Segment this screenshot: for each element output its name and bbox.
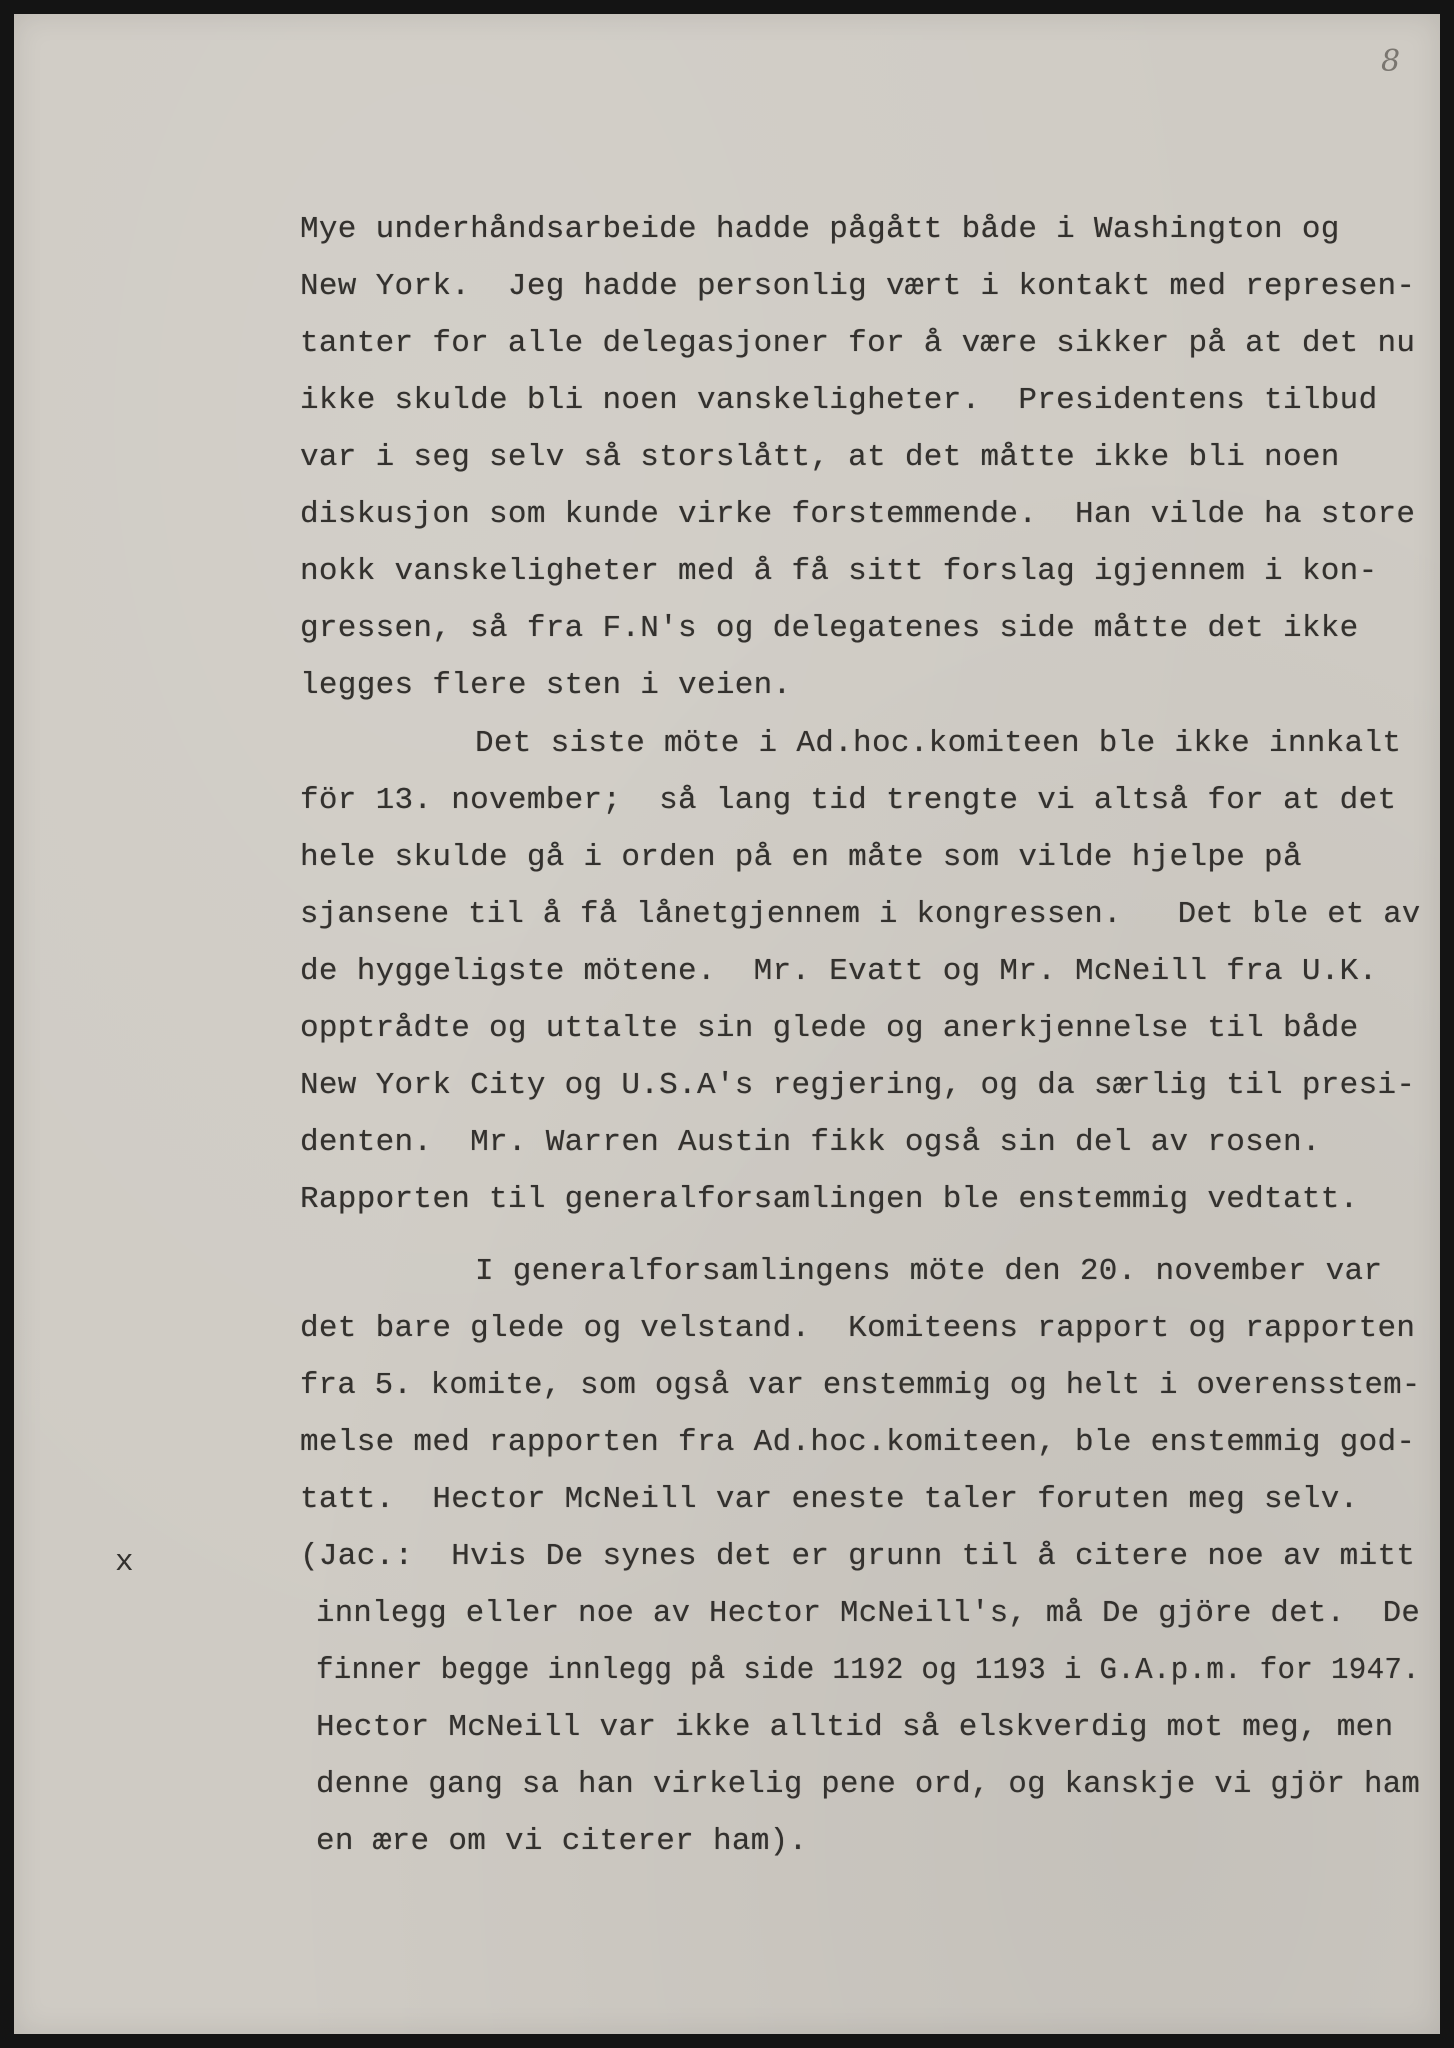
text-line: Mye underhåndsarbeide hadde pågått både i Washington og <box>300 212 1340 247</box>
text-line: gressen, så fra F.N's og delegatenes side måtte det ikke <box>300 611 1359 646</box>
text-line-note: denne gang sa han virkelig pene ord, og kanskje vi gjör ham <box>316 1767 1421 1802</box>
text-line: tanter for alle delegasjoner for å være sikker på at det nu <box>300 326 1416 361</box>
margin-mark: x <box>115 1545 134 1580</box>
page-number: 8 <box>1381 44 1401 79</box>
text-line: sjansene til å få lånetgjennem i kongressen. Det ble et av <box>300 897 1421 932</box>
text-line: nokk vanskeligheter med å få sitt forslag igjennem i kon- <box>300 554 1378 589</box>
text-line: melse med rapporten fra Ad.hoc.komiteen, ble enstemmig god- <box>300 1425 1416 1460</box>
text-line: för 13. november; så lang tid trengte vi altså for at det <box>300 783 1397 818</box>
text-line: hele skulde gå i orden på en måte som vilde hjelpe på <box>300 840 1302 875</box>
text-line: de hyggeligste mötene. Mr. Evatt og Mr. McNeill fra U.K. <box>300 954 1378 989</box>
text-line: var i seg selv så storslått, at det måtte ikke bli noen <box>300 440 1340 475</box>
text-line-note: innlegg eller noe av Hector McNeill's, må De gjöre det. De <box>316 1596 1421 1631</box>
text-line-paragraph-start: I generalforsamlingens möte den 20. november var <box>475 1254 1383 1289</box>
text-line-note: en ære om vi citerer ham). <box>316 1824 808 1859</box>
text-line: diskusjon som kunde virke forstemmende. Han vilde ha store <box>300 497 1416 532</box>
text-line: opptrådte og uttalte sin glede og anerkjennelse til både <box>300 1011 1359 1046</box>
text-line: fra 5. komite, som også var enstemmig og helt i overensstem- <box>300 1368 1421 1403</box>
text-line-note: (Jac.: Hvis De synes det er grunn til å citere noe av mitt <box>300 1539 1416 1574</box>
text-line: ikke skulde bli noen vanskeligheter. Presidentens tilbud <box>300 383 1378 418</box>
text-line: legges flere sten i veien. <box>300 668 792 703</box>
text-line: Rapporten til generalforsamlingen ble enstemmig vedtatt. <box>300 1182 1359 1217</box>
text-line: tatt. Hector McNeill var eneste taler foruten meg selv. <box>300 1482 1359 1517</box>
text-line-note: finner begge innlegg på side 1192 og 1193 i G.A.p.m. for 1947. <box>316 1653 1421 1688</box>
text-line: det bare glede og velstand. Komiteens rapport og rapporten <box>300 1311 1416 1346</box>
text-line: denten. Mr. Warren Austin fikk også sin del av rosen. <box>300 1125 1321 1160</box>
text-line-paragraph-start: Det siste möte i Ad.hoc.komiteen ble ikke innkalt <box>475 726 1402 761</box>
text-line: New York. Jeg hadde personlig vært i kontakt med represen- <box>300 269 1416 304</box>
document-page <box>14 14 1440 2034</box>
text-line: New York City og U.S.A's regjering, og da særlig til presi- <box>300 1068 1416 1103</box>
text-line-note: Hector McNeill var ikke alltid så elskverdig mot meg, men <box>316 1710 1394 1745</box>
